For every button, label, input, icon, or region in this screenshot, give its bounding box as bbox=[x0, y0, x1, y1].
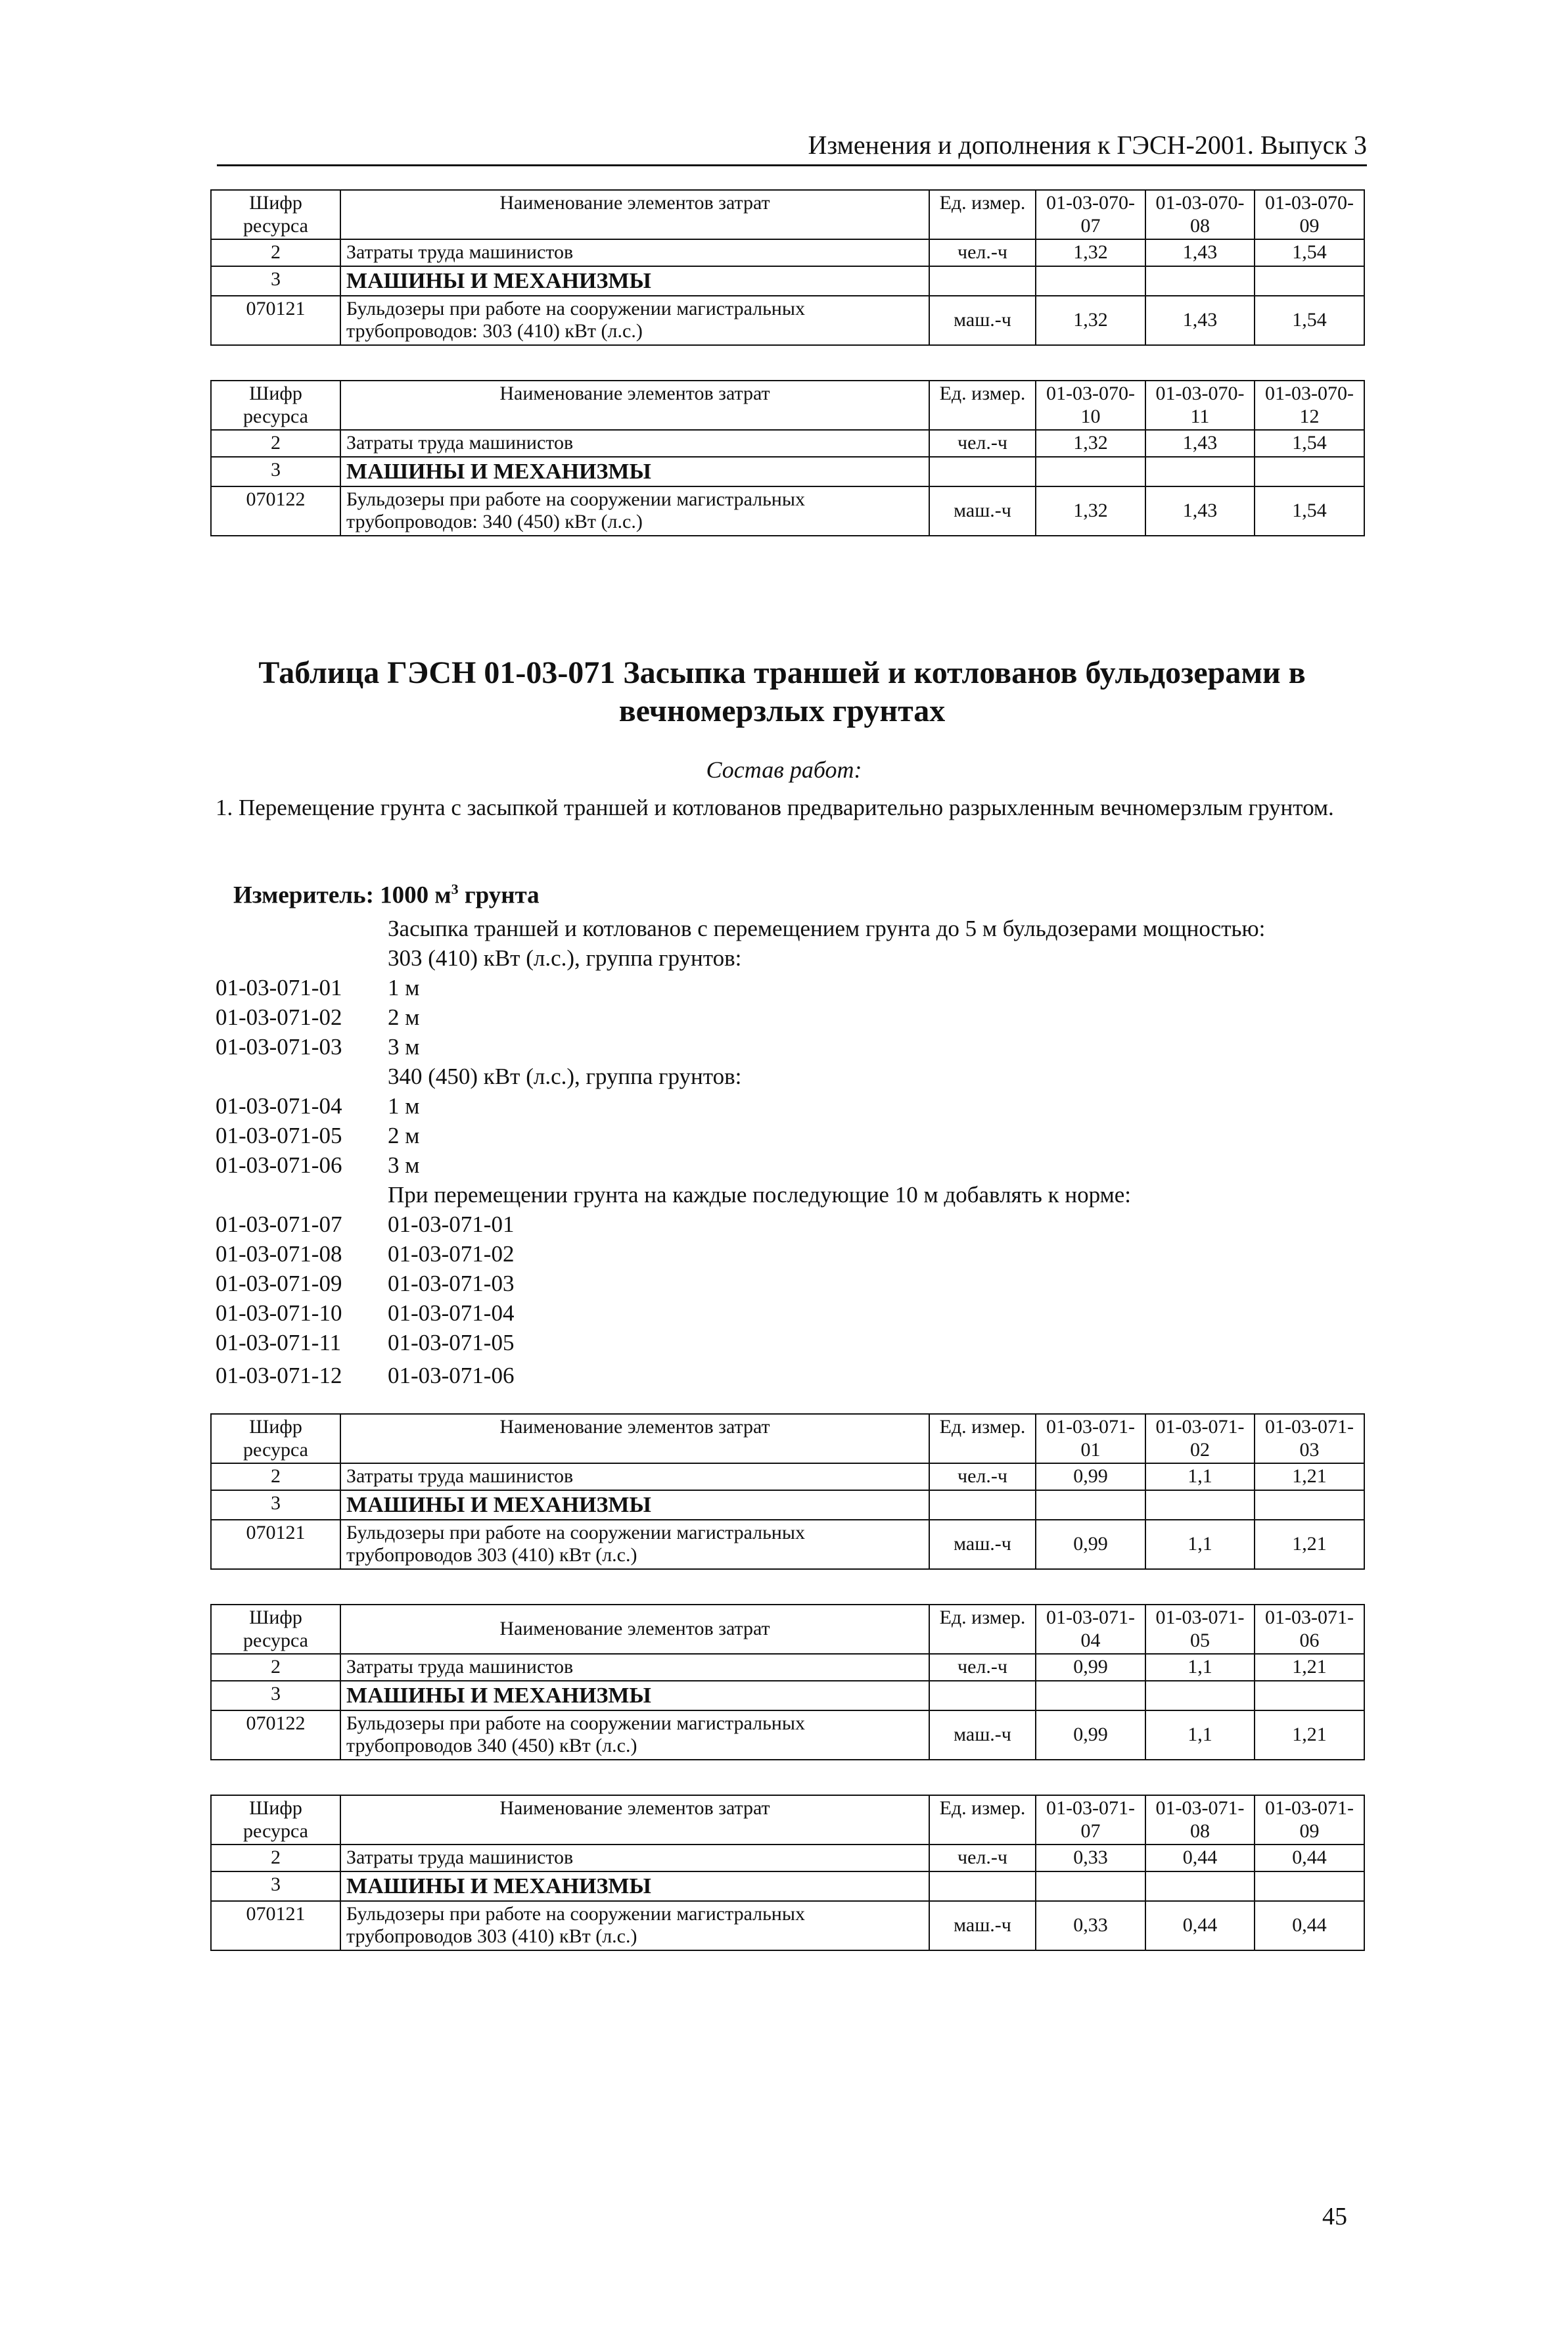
norm-desc: 01-03-071-01 bbox=[388, 1211, 515, 1237]
header-norm: 01-03-071-08 bbox=[1145, 1795, 1255, 1845]
cell-value: 1,32 bbox=[1036, 239, 1145, 266]
norm-desc: 01-03-071-02 bbox=[388, 1241, 515, 1267]
header-name: Наименование элементов затрат bbox=[340, 190, 929, 239]
norm-code: 01-03-071-05 bbox=[216, 1123, 342, 1148]
cell-value: 1,1 bbox=[1145, 1463, 1255, 1490]
cell-code: 3 bbox=[211, 1681, 340, 1710]
norm-desc: 01-03-071-04 bbox=[388, 1300, 515, 1326]
cell-name: Затраты труда машинистов bbox=[340, 1463, 929, 1490]
cell-value: 1,21 bbox=[1255, 1463, 1364, 1490]
table-row bbox=[211, 1654, 1364, 1681]
resource-table-5 bbox=[210, 1795, 1365, 1951]
table-row bbox=[211, 457, 1364, 486]
cell-value: 0,44 bbox=[1145, 1901, 1255, 1950]
resource-table-3 bbox=[210, 1413, 1365, 1570]
norm-code: 01-03-071-02 bbox=[216, 1004, 342, 1030]
header-name: Наименование элементов затрат bbox=[340, 1795, 929, 1845]
cell-value: 0,99 bbox=[1036, 1654, 1145, 1681]
cell-value: 1,32 bbox=[1036, 486, 1145, 536]
header-name: Наименование элементов затрат bbox=[340, 1414, 929, 1463]
norm-desc: 3 м bbox=[388, 1034, 420, 1060]
cell-code: 3 bbox=[211, 1871, 340, 1901]
section-title-line: вечномерзлых грунтах bbox=[618, 693, 946, 728]
header-norm: 01-03-070-10 bbox=[1036, 381, 1145, 430]
cell-unit: чел.-ч bbox=[929, 430, 1036, 457]
cell-name: Затраты труда машинистов bbox=[340, 1845, 929, 1871]
work-item: 1. Перемещение грунта с засыпкой траншей и котлованов предварительно разрыхленным вечномерзлым грунтом. bbox=[216, 795, 1334, 820]
cell-code: 070122 bbox=[211, 486, 340, 536]
header-norm: 01-03-071-01 bbox=[1036, 1414, 1145, 1463]
norm-desc: 01-03-071-05 bbox=[388, 1330, 515, 1355]
cell-value: 0,44 bbox=[1145, 1845, 1255, 1871]
header-norm: 01-03-071-03 bbox=[1255, 1414, 1364, 1463]
norm-desc: 3 м bbox=[388, 1152, 420, 1178]
norm-code: 01-03-071-09 bbox=[216, 1271, 342, 1296]
table-row bbox=[211, 1901, 1364, 1950]
table-header-row bbox=[211, 1414, 1364, 1463]
header-norm: 01-03-071-07 bbox=[1036, 1795, 1145, 1845]
header-norm: 01-03-070-12 bbox=[1255, 381, 1364, 430]
norm-intro: 340 (450) кВт (л.с.), группа грунтов: bbox=[388, 1064, 742, 1089]
cell-value: 1,54 bbox=[1255, 430, 1364, 457]
header-norm: 01-03-070-09 bbox=[1255, 190, 1364, 239]
cell-unit: маш.-ч bbox=[929, 1710, 1036, 1760]
cell-code: 2 bbox=[211, 430, 340, 457]
norm-code: 01-03-071-12 bbox=[216, 1363, 342, 1388]
cell-value: 0,99 bbox=[1036, 1520, 1145, 1569]
cell-unit: чел.-ч bbox=[929, 1463, 1036, 1490]
cell-value: 1,32 bbox=[1036, 430, 1145, 457]
cell-value: 1,43 bbox=[1145, 296, 1255, 345]
table-row bbox=[211, 1520, 1364, 1569]
table-row bbox=[211, 486, 1364, 536]
cell-code: 070121 bbox=[211, 1901, 340, 1950]
cell-name: Затраты труда машинистов bbox=[340, 430, 929, 457]
header-name: Наименование элементов затрат bbox=[340, 381, 929, 430]
norm-desc: 2 м bbox=[388, 1004, 420, 1030]
measure-label: Измеритель: 1000 м bbox=[233, 881, 451, 909]
measure-line bbox=[233, 881, 540, 909]
cell-value: 0,33 bbox=[1036, 1901, 1145, 1950]
table-row bbox=[211, 1710, 1364, 1760]
cell-unit: маш.-ч bbox=[929, 1901, 1036, 1950]
table-header-row bbox=[211, 190, 1364, 239]
cell-name: Бульдозеры при работе на сооружении магистральных трубопроводов: 340 (450) кВт (л.с.) bbox=[340, 486, 929, 536]
cell-value: 0,99 bbox=[1036, 1710, 1145, 1760]
table-row bbox=[211, 296, 1364, 345]
cell-unit: маш.-ч bbox=[929, 296, 1036, 345]
norm-intro: Засыпка траншей и котлованов с перемещением грунта до 5 м бульдозерами мощностью: bbox=[388, 916, 1266, 941]
running-header bbox=[217, 125, 1367, 166]
resource-table-1 bbox=[210, 189, 1365, 346]
table-header-row bbox=[211, 1605, 1364, 1654]
cell-code: 2 bbox=[211, 1654, 340, 1681]
norm-intro: 303 (410) кВт (л.с.), группа грунтов: bbox=[388, 945, 742, 971]
cell-code: 3 bbox=[211, 1490, 340, 1520]
header-unit: Ед. измер. bbox=[929, 1795, 1036, 1845]
norm-code: 01-03-071-10 bbox=[216, 1300, 342, 1326]
cell-value: 1,54 bbox=[1255, 486, 1364, 536]
header-code: Шифр ресурса bbox=[211, 190, 340, 239]
cell-value: 1,43 bbox=[1145, 430, 1255, 457]
cell-unit: чел.-ч bbox=[929, 1845, 1036, 1871]
cell-unit: маш.-ч bbox=[929, 486, 1036, 536]
cell-value: 1,32 bbox=[1036, 296, 1145, 345]
running-header-text: Изменения и дополнения к ГЭСН-2001. Выпуск 3 bbox=[808, 130, 1367, 160]
header-unit: Ед. измер. bbox=[929, 1414, 1036, 1463]
table-row bbox=[211, 266, 1364, 296]
header-code: Шифр ресурса bbox=[211, 381, 340, 430]
norm-desc: 01-03-071-03 bbox=[388, 1271, 515, 1296]
header-code: Шифр ресурса bbox=[211, 1414, 340, 1463]
norm-code: 01-03-071-03 bbox=[216, 1034, 342, 1060]
measure-unit: грунта bbox=[458, 881, 540, 909]
table-row bbox=[211, 430, 1364, 457]
norm-desc: 2 м bbox=[388, 1123, 420, 1148]
cell-code: 3 bbox=[211, 457, 340, 486]
table-row bbox=[211, 1490, 1364, 1520]
cell-section: МАШИНЫ И МЕХАНИЗМЫ bbox=[340, 1681, 929, 1710]
table-row bbox=[211, 1845, 1364, 1871]
cell-value: 1,54 bbox=[1255, 296, 1364, 345]
cell-value: 1,54 bbox=[1255, 239, 1364, 266]
header-norm: 01-03-071-02 bbox=[1145, 1414, 1255, 1463]
cell-value: 1,21 bbox=[1255, 1654, 1364, 1681]
norm-code: 01-03-071-08 bbox=[216, 1241, 342, 1267]
section-title-line: Таблица ГЭСН 01-03-071 Засыпка траншей и котлованов бульдозерами в bbox=[258, 655, 1306, 690]
header-norm: 01-03-071-05 bbox=[1145, 1605, 1255, 1654]
cell-value: 1,21 bbox=[1255, 1710, 1364, 1760]
norm-code: 01-03-071-01 bbox=[216, 975, 342, 1000]
header-norm: 01-03-070-11 bbox=[1145, 381, 1255, 430]
cell-code: 070121 bbox=[211, 296, 340, 345]
table-row bbox=[211, 1871, 1364, 1901]
cell-name: Бульдозеры при работе на сооружении магистральных трубопроводов 303 (410) кВт (л.с.) bbox=[340, 1901, 929, 1950]
header-norm: 01-03-071-04 bbox=[1036, 1605, 1145, 1654]
header-unit: Ед. измер. bbox=[929, 381, 1036, 430]
cell-unit: маш.-ч bbox=[929, 1520, 1036, 1569]
composition-label: Состав работ: bbox=[706, 757, 862, 783]
norm-code: 01-03-071-11 bbox=[216, 1330, 342, 1355]
cell-value: 0,44 bbox=[1255, 1901, 1364, 1950]
resource-table-4 bbox=[210, 1604, 1365, 1760]
cell-unit: чел.-ч bbox=[929, 1654, 1036, 1681]
cell-section: МАШИНЫ И МЕХАНИЗМЫ bbox=[340, 457, 929, 486]
cell-value: 1,1 bbox=[1145, 1520, 1255, 1569]
norm-code: 01-03-071-07 bbox=[216, 1211, 342, 1237]
section-title bbox=[197, 654, 1367, 730]
norm-desc: 01-03-071-06 bbox=[388, 1363, 515, 1388]
cell-name: Бульдозеры при работе на сооружении магистральных трубопроводов: 303 (410) кВт (л.с.) bbox=[340, 296, 929, 345]
header-unit: Ед. измер. bbox=[929, 1605, 1036, 1654]
header-code: Шифр ресурса bbox=[211, 1605, 340, 1654]
cell-value: 1,43 bbox=[1145, 239, 1255, 266]
table-header-row bbox=[211, 1795, 1364, 1845]
table-header-row bbox=[211, 381, 1364, 430]
table-row bbox=[211, 1681, 1364, 1710]
norm-desc: 1 м bbox=[388, 975, 420, 1000]
cell-value: 1,1 bbox=[1145, 1710, 1255, 1760]
cell-value: 1,21 bbox=[1255, 1520, 1364, 1569]
cell-code: 3 bbox=[211, 266, 340, 296]
header-norm: 01-03-071-09 bbox=[1255, 1795, 1364, 1845]
cell-code: 2 bbox=[211, 1463, 340, 1490]
cell-name: Затраты труда машинистов bbox=[340, 1654, 929, 1681]
norm-code: 01-03-071-06 bbox=[216, 1152, 342, 1178]
page-number: 45 bbox=[1322, 2203, 1347, 2230]
norm-desc: 1 м bbox=[388, 1093, 420, 1119]
cell-value: 1,43 bbox=[1145, 486, 1255, 536]
table-row bbox=[211, 1463, 1364, 1490]
norm-code: 01-03-071-04 bbox=[216, 1093, 342, 1119]
cell-name: Бульдозеры при работе на сооружении магистральных трубопроводов 340 (450) кВт (л.с.) bbox=[340, 1710, 929, 1760]
header-name: Наименование элементов затрат bbox=[340, 1605, 929, 1654]
table-row bbox=[211, 239, 1364, 266]
cell-value: 1,1 bbox=[1145, 1654, 1255, 1681]
header-code: Шифр ресурса bbox=[211, 1795, 340, 1845]
cell-value: 0,99 bbox=[1036, 1463, 1145, 1490]
header-unit: Ед. измер. bbox=[929, 190, 1036, 239]
cell-code: 070121 bbox=[211, 1520, 340, 1569]
cell-name: Затраты труда машинистов bbox=[340, 239, 929, 266]
cell-name: Бульдозеры при работе на сооружении магистральных трубопроводов 303 (410) кВт (л.с.) bbox=[340, 1520, 929, 1569]
header-norm: 01-03-070-07 bbox=[1036, 190, 1145, 239]
resource-table-2 bbox=[210, 380, 1365, 536]
cell-unit: чел.-ч bbox=[929, 239, 1036, 266]
cell-section: МАШИНЫ И МЕХАНИЗМЫ bbox=[340, 1871, 929, 1901]
cell-code: 070122 bbox=[211, 1710, 340, 1760]
cell-section: МАШИНЫ И МЕХАНИЗМЫ bbox=[340, 266, 929, 296]
header-norm: 01-03-070-08 bbox=[1145, 190, 1255, 239]
cell-code: 2 bbox=[211, 239, 340, 266]
norm-intro: При перемещении грунта на каждые последующие 10 м добавлять к норме: bbox=[388, 1182, 1132, 1208]
cell-value: 0,33 bbox=[1036, 1845, 1145, 1871]
measure-sup: 3 bbox=[451, 881, 459, 897]
cell-value: 0,44 bbox=[1255, 1845, 1364, 1871]
cell-code: 2 bbox=[211, 1845, 340, 1871]
header-norm: 01-03-071-06 bbox=[1255, 1605, 1364, 1654]
cell-section: МАШИНЫ И МЕХАНИЗМЫ bbox=[340, 1490, 929, 1520]
